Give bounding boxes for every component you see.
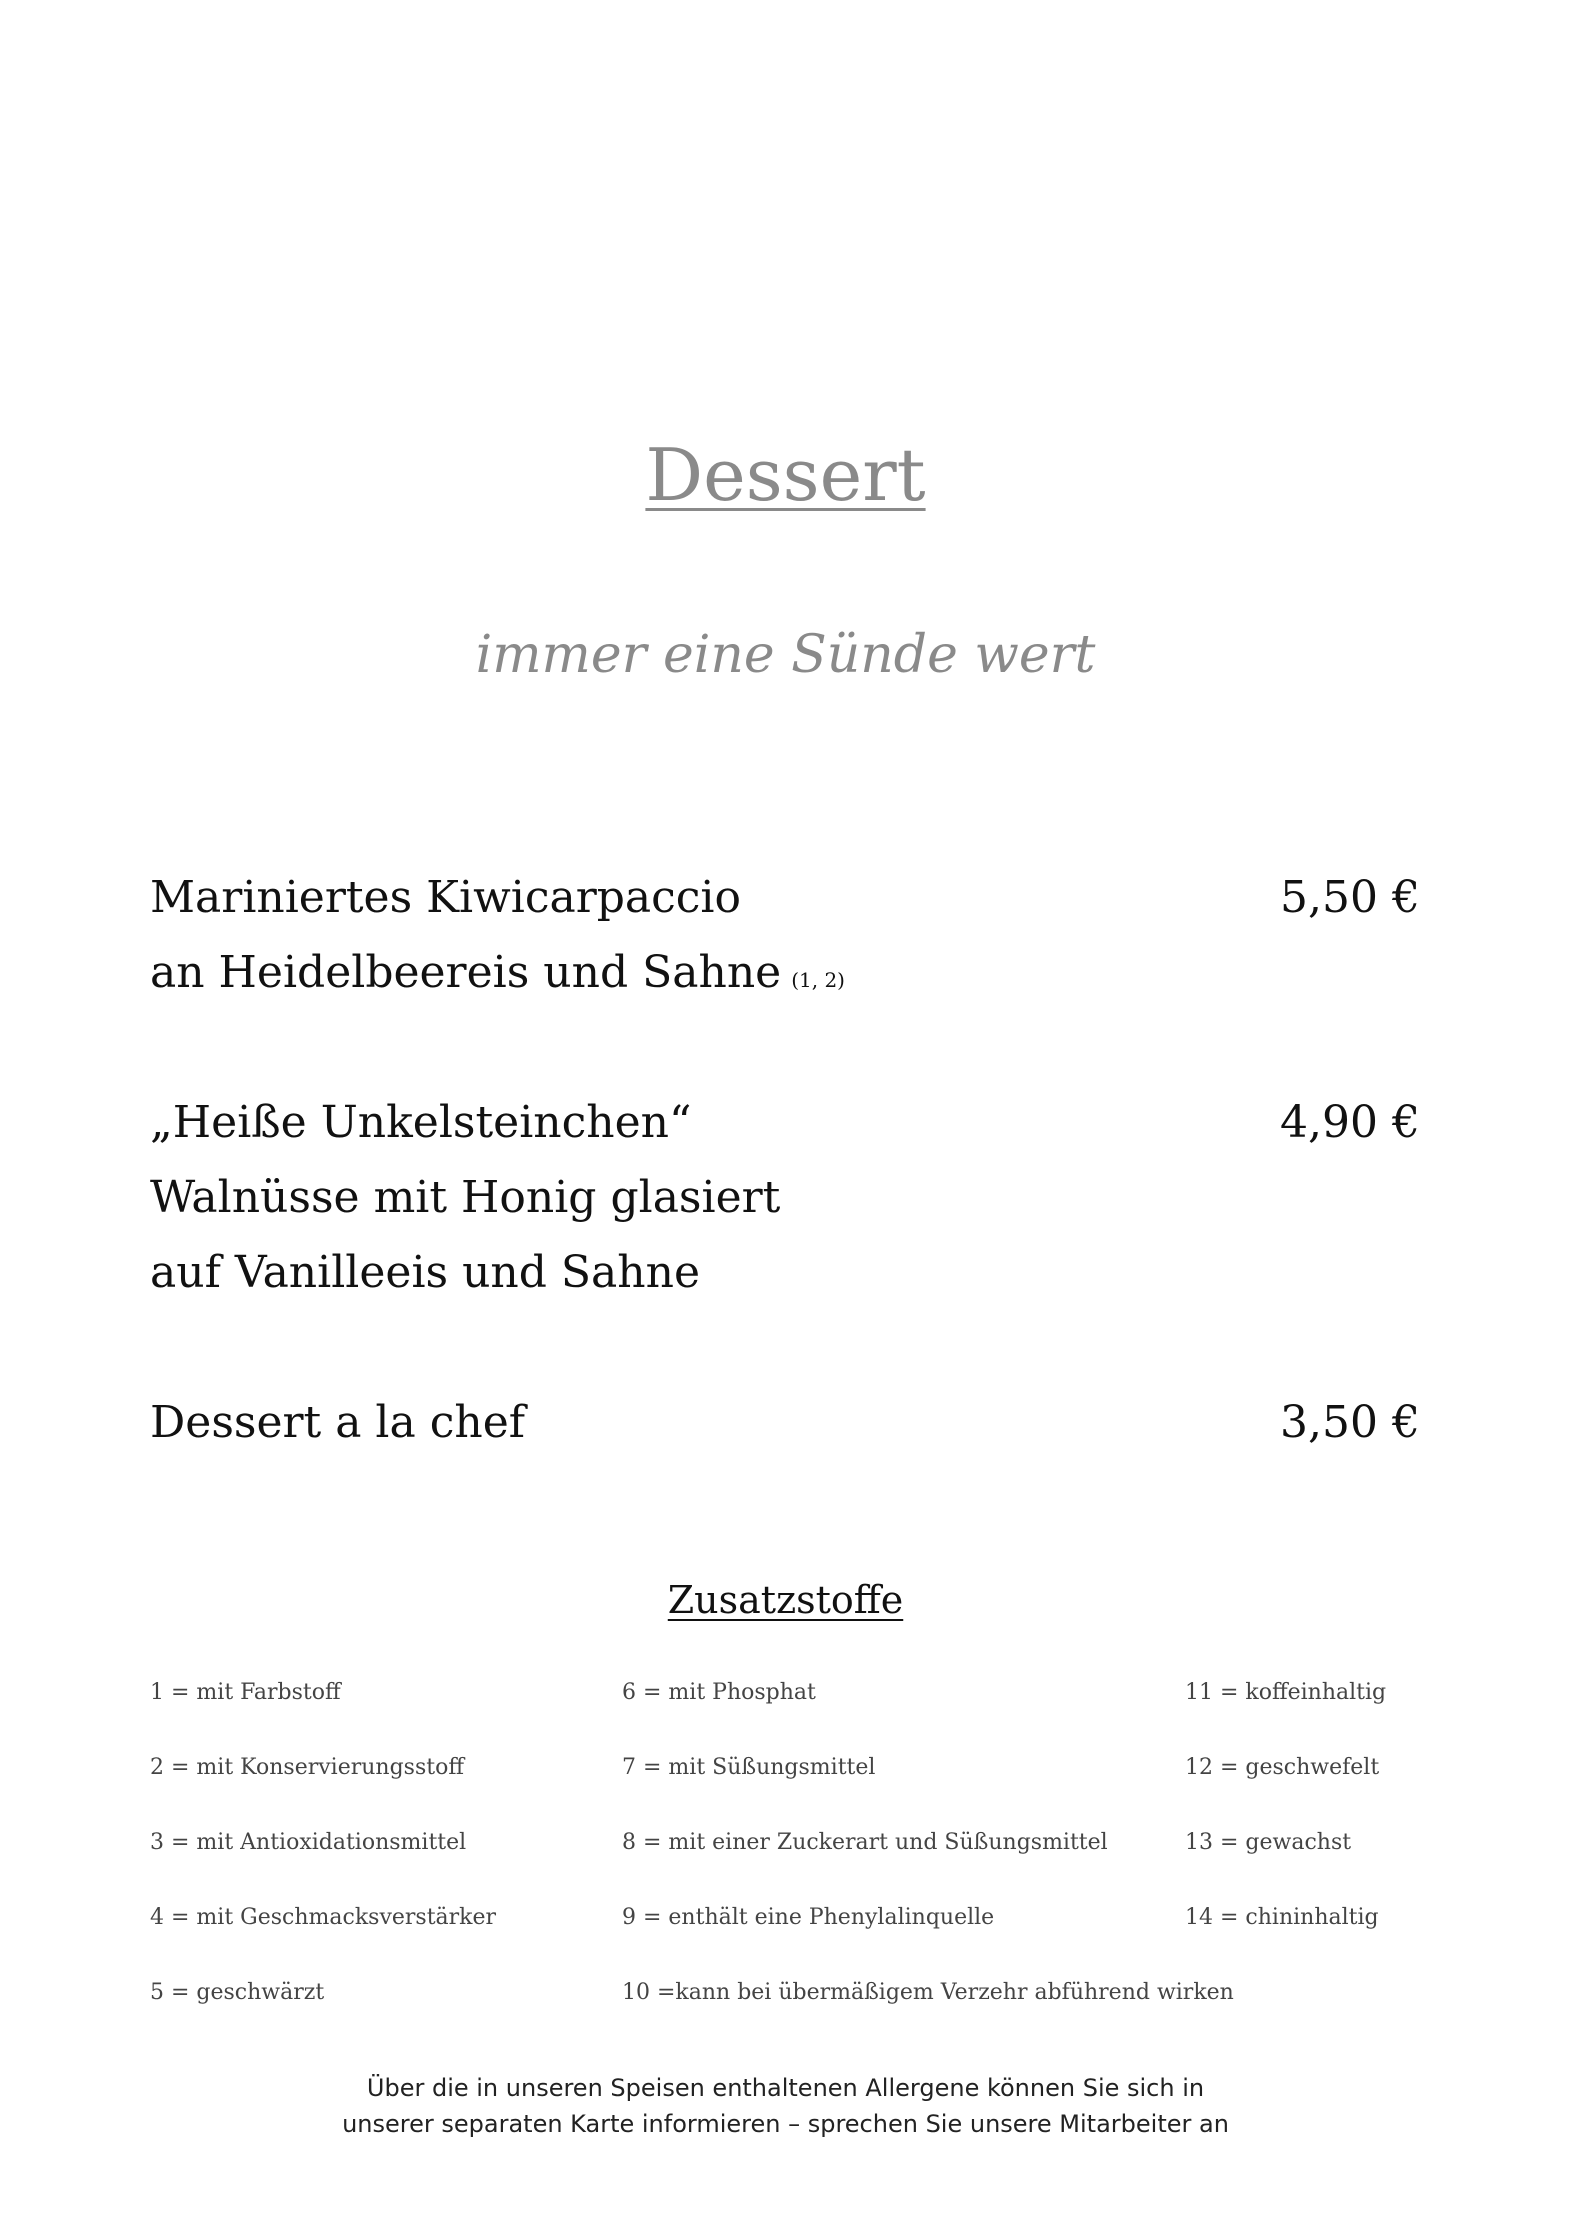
menu-item-description-text: an Heidelbeereis und Sahne xyxy=(150,947,782,998)
additive-legend-item: 12 = geschwefelt xyxy=(1185,1755,1380,1780)
menu-item-price: 3,50 € xyxy=(1280,1397,1420,1448)
menu-item-name: Mariniertes Kiwicarpaccio xyxy=(150,872,741,923)
additive-legend-item: 5 = geschwärzt xyxy=(150,1980,325,2005)
additive-legend-item: 9 = enthält eine Phenylalinquelle xyxy=(622,1905,995,1930)
additive-legend-item: 7 = mit Süßungsmittel xyxy=(622,1755,876,1780)
additive-legend-item: 2 = mit Konservierungsstoff xyxy=(150,1755,464,1780)
additive-legend-item: 6 = mit Phosphat xyxy=(622,1680,816,1705)
menu-item-price: 5,50 € xyxy=(1280,872,1420,923)
additive-legend-item: 14 = chininhaltig xyxy=(1185,1905,1379,1930)
additive-legend-item: 10 =kann bei übermäßigem Verzehr abführend wirken xyxy=(622,1980,1234,2005)
menu-item-description: auf Vanilleeis und Sahne xyxy=(150,1247,700,1298)
additive-legend-item: 1 = mit Farbstoff xyxy=(150,1680,341,1705)
additives-heading-text: Zusatzstoffe xyxy=(667,1578,904,1622)
menu-item-description: Walnüsse mit Honig glasiert xyxy=(150,1172,781,1223)
additive-legend-item: 8 = mit einer Zuckerart und Süßungsmittel xyxy=(622,1830,1108,1855)
menu-item-price: 4,90 € xyxy=(1280,1097,1420,1148)
menu-item-name: „Heiße Unkelsteinchen“ xyxy=(150,1097,692,1148)
page-title xyxy=(0,430,1571,520)
menu-item-kiwicarpaccio xyxy=(150,860,1420,1018)
menu-item-description xyxy=(150,935,1420,1018)
additives-heading xyxy=(0,1575,1571,1625)
page-title-text: Dessert xyxy=(645,433,926,517)
allergen-codes: (1, 2) xyxy=(791,968,845,992)
allergen-notice xyxy=(0,2070,1571,2142)
additive-legend-item: 4 = mit Geschmacksverstärker xyxy=(150,1905,497,1930)
additive-legend-item: 3 = mit Antioxidationsmittel xyxy=(150,1830,467,1855)
additive-legend-item: 13 = gewachst xyxy=(1185,1830,1352,1855)
menu-item-unkelsteinchen xyxy=(150,1085,1420,1310)
menu-item-dessert-chef xyxy=(150,1385,1420,1460)
page-subtitle: immer eine Sünde wert xyxy=(475,625,1096,685)
menu-item-name: Dessert a la chef xyxy=(150,1397,526,1448)
allergen-notice-line: unserer separaten Karte informieren – sprechen Sie unsere Mitarbeiter an xyxy=(342,2110,1229,2138)
additive-legend-item: 11 = koffeinhaltig xyxy=(1185,1680,1387,1705)
allergen-notice-line: Über die in unseren Speisen enthaltenen Allergene können Sie sich in xyxy=(366,2074,1205,2102)
